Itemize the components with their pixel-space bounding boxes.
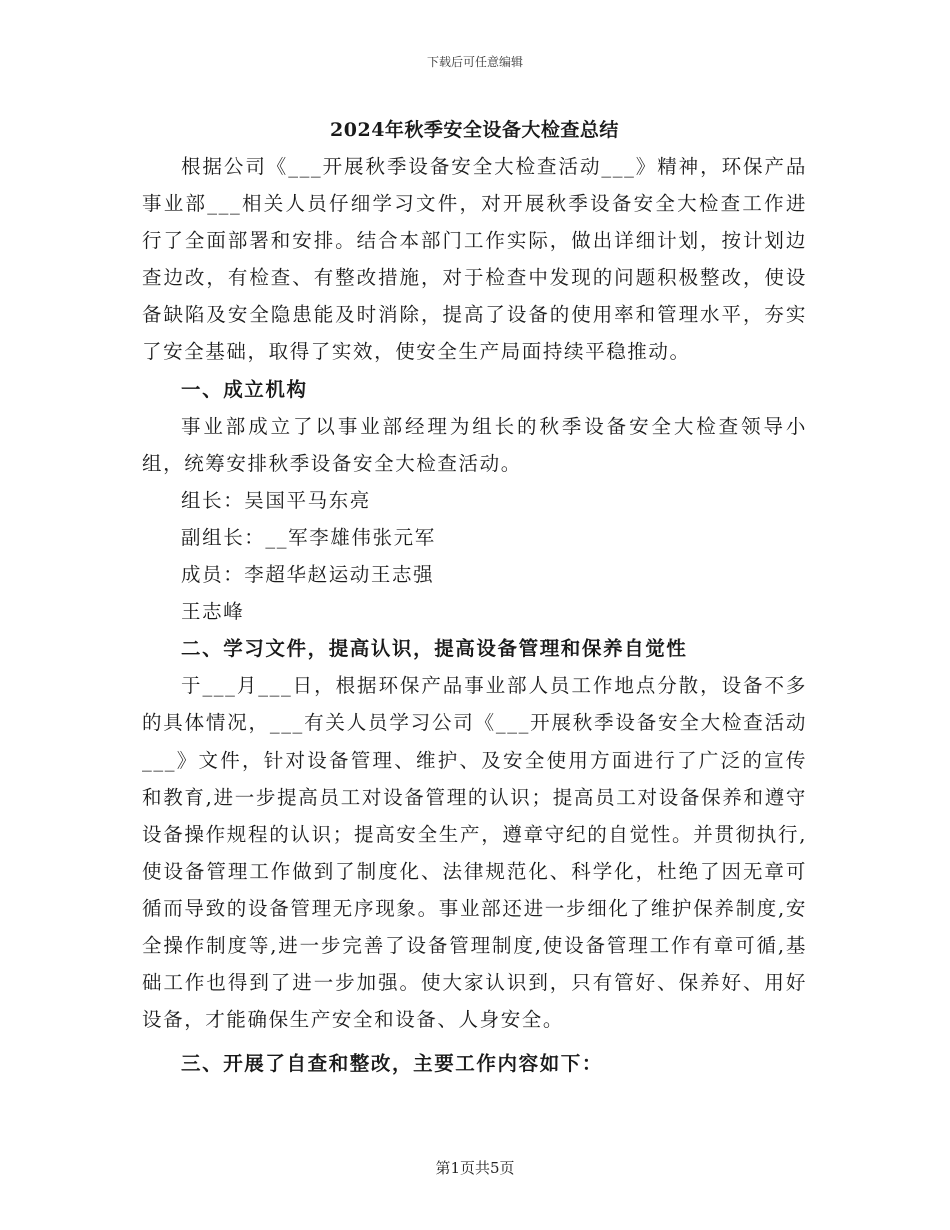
members-line: 成员：李超华赵运动王志强 bbox=[181, 563, 435, 587]
deputy-leader-line: 副组长：__军李雄伟张元军 bbox=[181, 525, 436, 549]
section-1-body: 事业部成立了以事业部经理为组长的秋季设备安全大检查领导小组，统筹安排秋季设备安全大检查活动。 bbox=[142, 414, 807, 475]
members-extra-line: 王志峰 bbox=[181, 600, 245, 624]
page-indicator: 第1页共5页 bbox=[435, 1159, 515, 1177]
header-note: 下载后可任意编辑 bbox=[426, 55, 523, 69]
section-2-heading: 二、学习文件，提高认识，提高设备管理和保养自觉性 bbox=[181, 637, 688, 661]
section-1-heading: 一、成立机构 bbox=[181, 377, 308, 401]
section-3-heading: 三、开展了自查和整改，主要工作内容如下： bbox=[181, 1052, 604, 1076]
group-leader-line: 组长：吴国平马东亮 bbox=[181, 488, 371, 512]
document-title: 2024年秋季安全设备大检查总结 bbox=[330, 119, 619, 141]
section-2-body: 于___月___日，根据环保产品事业部人员工作地点分散，设备不多的具体情况，___有关人员学习公司《___开展秋季设备安全大检查活动___》文件，针对设备管理、维护、及安全使用方面进行了广泛的宣传和教育,进一步提高员工对设备管理的认识；提高员工对设备保养和遵守设备操作规程的认识；提高安全生产，遵章守纪的自觉性。并贯彻执行,使设备管理工作做到了制度化、法律规范化、科学化，杜绝了因无章可循而导致的设备管理无序现象。事业部还进一步细化了维护保养制度,安全操作制度等,进一步完善了设备管理制度,使设备管理工作有章可循,基础工作也得到了进一步加强。使大家认识到，只有管好、保养好、用好设备，才能确保生产安全和设备、人身安全。 bbox=[142, 674, 807, 1032]
document-body bbox=[142, 112, 807, 1082]
intro-paragraph: 根据公司《___开展秋季设备安全大检查活动___》精神，环保产品事业部___相关人员仔细学习文件，对开展秋季设备安全大检查工作进行了全面部署和安排。结合本部门工作实际，做出详细计划，按计划边查边改，有检查、有整改措施，对于检查中发现的问题积极整改，使设备缺陷及安全隐患能及时消除，提高了设备的使用率和管理水平，夯实了安全基础，取得了实效，使安全生产局面持续平稳推动。 bbox=[142, 155, 807, 364]
